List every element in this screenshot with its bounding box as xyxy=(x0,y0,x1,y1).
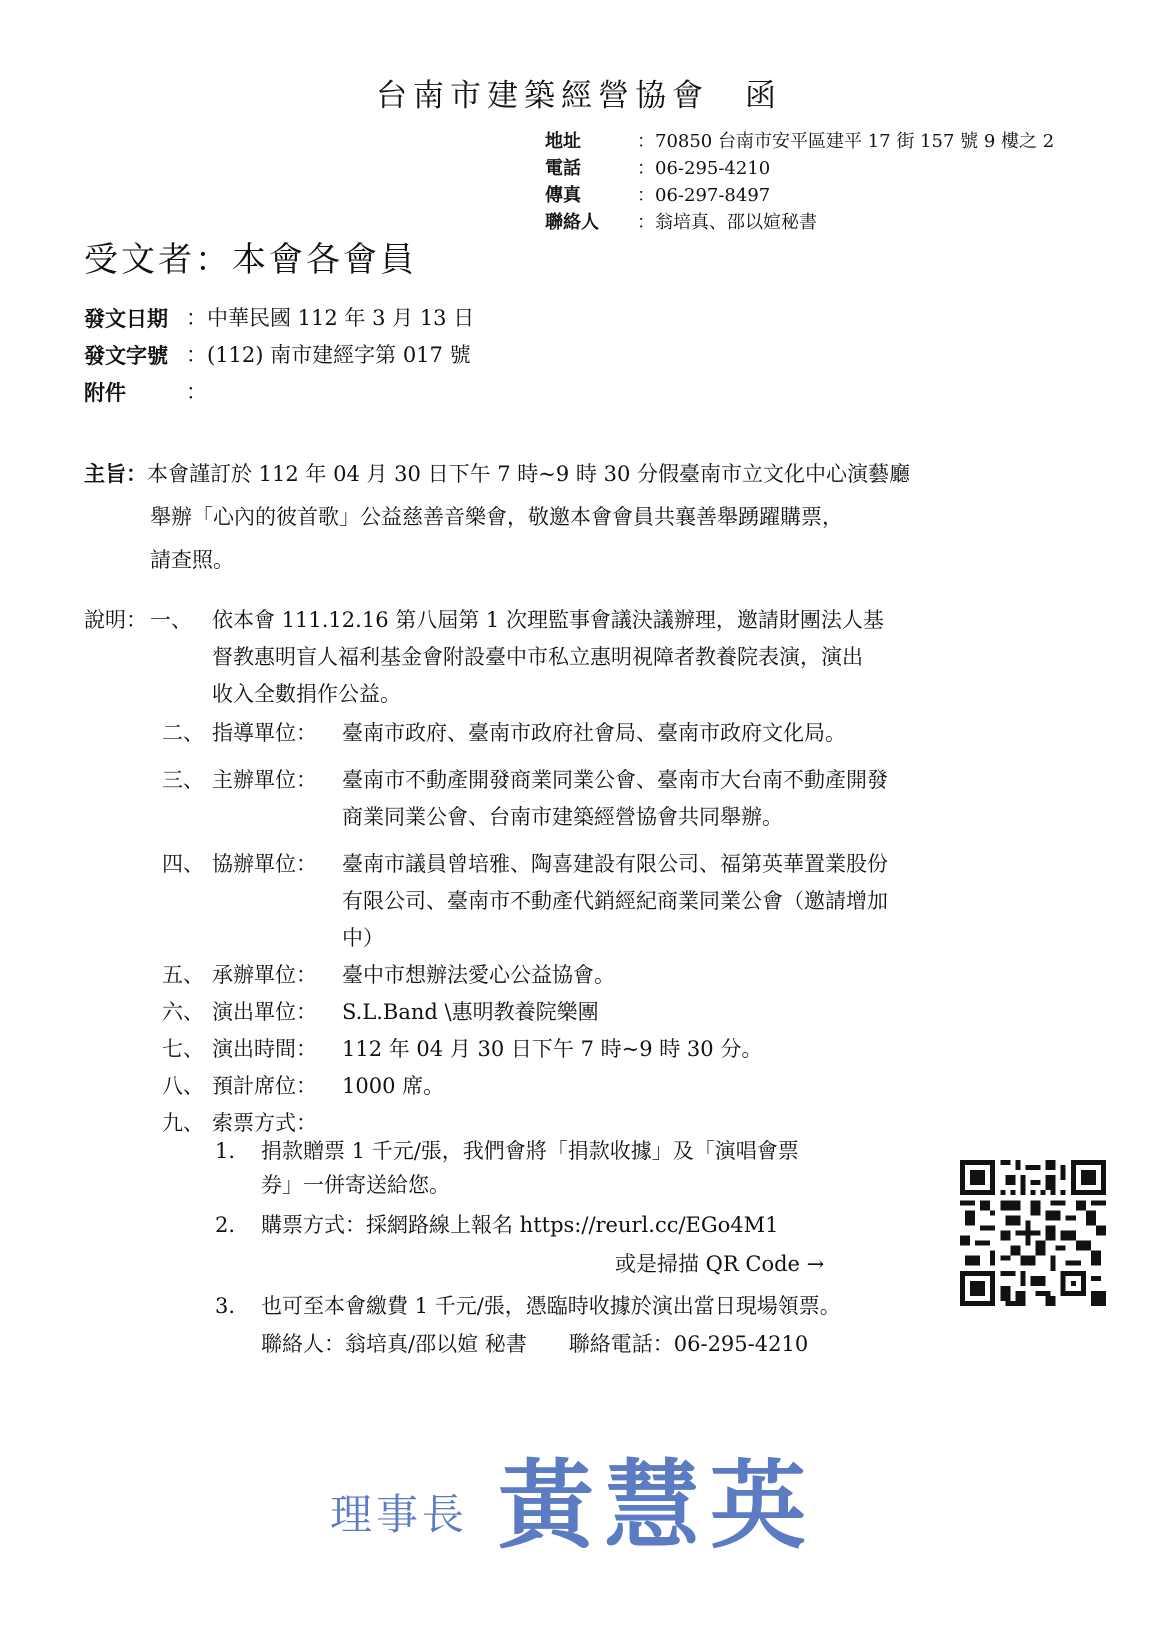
meta-date: 發文日期 ： 中華民國 112 年 3 月 13 日 xyxy=(84,300,474,337)
subject-line: 本會謹訂於 112 年 04 月 30 日下午 7 時~9 時 30 分假臺南市立文化中心演藝廳 xyxy=(147,462,910,486)
ticket-text: 券」一併寄送給您。 xyxy=(261,1173,450,1197)
info-fax: 傳真 ： 06-297-8497 xyxy=(545,182,1054,209)
item-text: 商業同業公會、台南市建築經營協會共同舉辦。 xyxy=(342,805,783,829)
qr-hint-text: 或是掃描 QR Code → xyxy=(615,1252,825,1276)
explanation-item xyxy=(84,762,1074,799)
subject-label: 主旨： xyxy=(84,461,147,486)
explanation xyxy=(84,602,1074,1142)
info-value: 06-295-4210 xyxy=(655,158,771,179)
item-label: 主辦單位： xyxy=(212,768,317,792)
item-number: 一、 xyxy=(150,608,192,632)
item-text: 臺南市不動產開發商業同業公會、臺南市大台南不動產開發 xyxy=(342,768,888,792)
item-text: 臺南市政府、臺南市政府社會局、臺南市政府文化局。 xyxy=(342,721,846,745)
item-text: 臺南市議員曾培雅、陶喜建設有限公司、福第英華置業股份 xyxy=(342,852,888,876)
sender-info xyxy=(545,128,1054,236)
qr-code-image[interactable] xyxy=(960,1160,1106,1306)
meta-label: 發文字號 xyxy=(84,343,168,368)
letter-title xyxy=(0,70,1158,115)
meta-label: 發文日期 xyxy=(84,306,168,331)
doc-kind: 函 xyxy=(745,78,782,114)
meta-ref-number: 發文字號 ： (112) 南市建經字第 017 號 xyxy=(84,337,474,374)
item-text: 中） xyxy=(342,926,384,950)
info-value: 翁培真、邵以媗秘書 xyxy=(655,212,817,233)
signature-name: 黃慧英 xyxy=(498,1449,816,1562)
ticket-url-text: 購票方式：採網路線上報名 https://reurl.cc/EGo4M1 xyxy=(261,1213,779,1237)
ticket-item xyxy=(215,1289,1035,1359)
explanation-item xyxy=(84,1068,1074,1105)
subject-line: 請查照。 xyxy=(150,548,234,572)
info-label: 地址 xyxy=(545,131,581,152)
item-text: 收入全數捐作公益。 xyxy=(212,682,401,706)
item-label: 預計席位： xyxy=(212,1074,317,1098)
info-label: 聯絡人 xyxy=(545,212,599,233)
info-contact: 聯絡人 ： 翁培真、邵以媗秘書 xyxy=(545,209,1054,236)
ticket-number: 3. xyxy=(215,1294,236,1318)
recipient: 受文者：本會各會員 xyxy=(84,240,417,280)
item-text: 督教惠明盲人福利基金會附設臺中市私立惠明視障者教養院表演，演出 xyxy=(212,645,863,669)
explanation-item xyxy=(84,994,1074,1031)
meta-label: 附件 xyxy=(84,380,126,405)
item-number: 七、 xyxy=(162,1037,204,1061)
item-text: 臺中市想辦法愛心公益協會。 xyxy=(342,963,615,987)
info-address: 地址 ： 70850 台南市安平區建平 17 街 157 號 9 樓之 2 xyxy=(545,128,1054,155)
document-meta xyxy=(84,300,474,411)
item-text: 依本會 111.12.16 第八屆第 1 次理監事會議決議辦理，邀請財團法人基 xyxy=(212,608,884,632)
meta-attachment: 附件 ： xyxy=(84,374,474,411)
explanation-item xyxy=(84,602,1074,639)
ticket-number: 1. xyxy=(215,1139,236,1163)
info-value: 06-297-8497 xyxy=(655,185,771,206)
meta-value: (112) 南市建經字第 017 號 xyxy=(207,343,471,367)
info-label: 電話 xyxy=(545,158,581,179)
item-text: 1000 席。 xyxy=(342,1074,445,1098)
item-text: 有限公司、臺南市不動產代銷經紀商業同業公會（邀請增加 xyxy=(342,889,888,913)
item-number: 二、 xyxy=(162,721,204,745)
info-phone: 電話 ： 06-295-4210 xyxy=(545,155,1054,182)
item-label: 協辦單位： xyxy=(212,852,317,876)
item-label: 承辦單位： xyxy=(212,963,317,987)
item-text: S.L.Band \惠明教養院樂團 xyxy=(342,1000,599,1024)
item-number: 六、 xyxy=(162,1000,204,1024)
subject xyxy=(84,452,1074,582)
item-number: 四、 xyxy=(162,852,204,876)
org-title: 台南市建築經營協會 xyxy=(376,78,709,114)
subject-line: 舉辦「心內的彼首歌」公益慈善音樂會，敬邀本會會員共襄善舉踴躍購票， xyxy=(150,505,843,529)
explanation-label: 說明： xyxy=(84,608,147,632)
ticket-text: 也可至本會繳費 1 千元/張，憑臨時收據於演出當日現場領票。 xyxy=(261,1294,841,1318)
explanation-item xyxy=(84,957,1074,994)
explanation-item xyxy=(84,846,1074,883)
explanation-item xyxy=(84,1031,1074,1068)
ticket-text: 捐款贈票 1 千元/張，我們會將「捐款收據」及「演唱會票 xyxy=(261,1139,799,1163)
ticket-item xyxy=(215,1134,935,1204)
explanation-item xyxy=(84,715,1074,752)
item-number: 九、 xyxy=(162,1111,204,1135)
ticket-item xyxy=(215,1208,935,1242)
item-number: 五、 xyxy=(162,963,204,987)
item-label: 指導單位： xyxy=(212,721,317,745)
item-number: 八、 xyxy=(162,1074,204,1098)
item-label: 演出時間： xyxy=(212,1037,317,1061)
meta-value: 中華民國 112 年 3 月 13 日 xyxy=(207,306,475,330)
item-label: 索票方式： xyxy=(212,1111,317,1135)
ticket-contact-text: 聯絡人：翁培真/邵以媗 秘書 聯絡電話：06-295-4210 xyxy=(261,1332,809,1356)
info-label: 傳真 xyxy=(545,185,581,206)
ticket-number: 2. xyxy=(215,1213,236,1237)
qr-hint xyxy=(615,1247,935,1281)
item-text: 112 年 04 月 30 日下午 7 時~9 時 30 分。 xyxy=(342,1037,763,1061)
item-label: 演出單位： xyxy=(212,1000,317,1024)
info-value: 70850 台南市安平區建平 17 街 157 號 9 樓之 2 xyxy=(655,131,1055,152)
signature-title: 理事長 xyxy=(330,1490,469,1539)
item-number: 三、 xyxy=(162,768,204,792)
